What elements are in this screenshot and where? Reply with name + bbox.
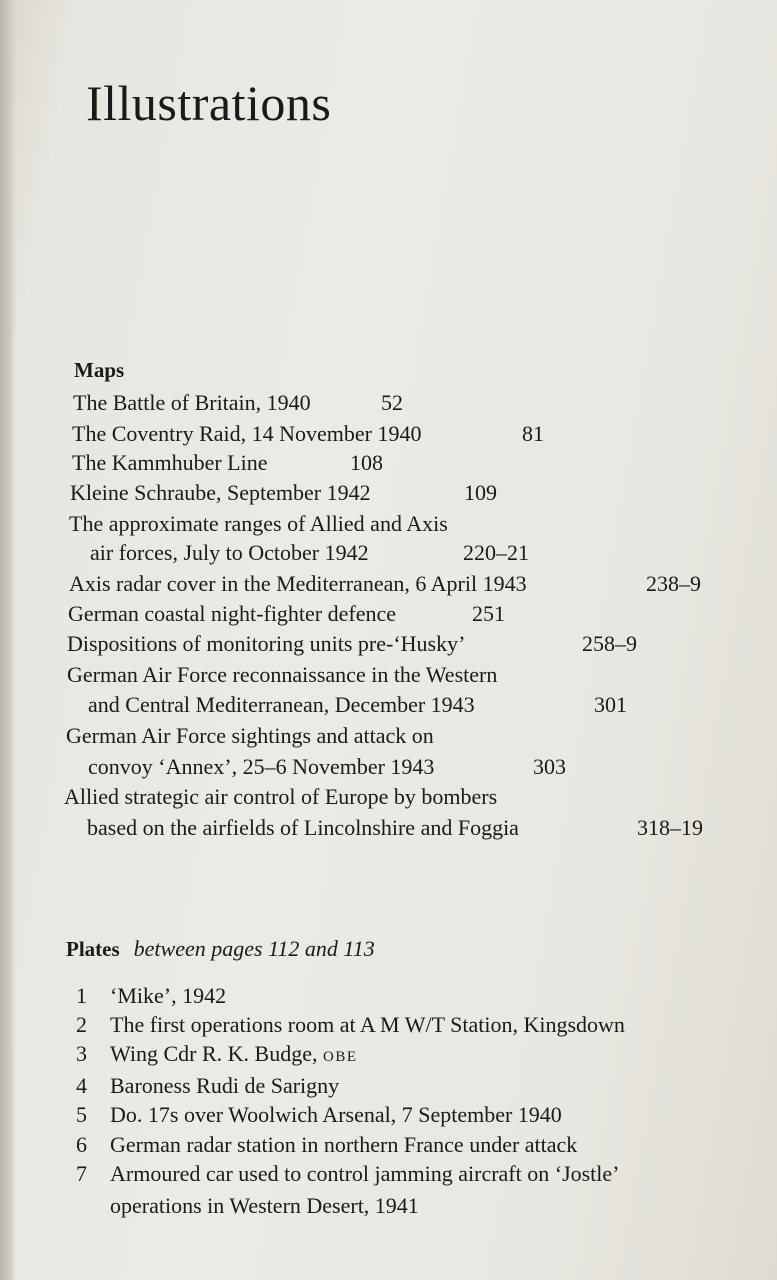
map-entry-title-line: Kleine Schraube, September 1942 [70, 480, 371, 505]
plate-number: 1 [76, 983, 87, 1008]
map-entry-title-line: and Central Mediterranean, December 1943 [88, 692, 475, 717]
map-entry-title-line: German Air Force sightings and attack on [66, 723, 434, 748]
plate-caption-honour: OBE [323, 1049, 358, 1065]
plate-number: 4 [76, 1073, 87, 1098]
plate-number: 2 [76, 1012, 87, 1037]
map-entry-title-line: The Kammhuber Line [72, 450, 268, 475]
plate-caption-text: ‘Mike’, 1942 [110, 983, 227, 1008]
map-entry-title-line: convoy ‘Annex’, 25–6 November 1943 [88, 754, 435, 779]
map-entry-title-line: based on the airfields of Lincolnshire and Foggia [87, 815, 519, 840]
map-entry-page-number: 258–9 [582, 631, 637, 656]
plates-page-range-note: between pages 112 and 113 [133, 936, 375, 961]
plates-heading-label: Plates [66, 937, 120, 961]
page-title: Illustrations [86, 74, 332, 131]
map-entry-title-line: German Air Force reconnaissance in the Western [67, 662, 498, 687]
plate-caption-line [110, 1104, 562, 1126]
map-entry-title-line: Axis radar cover in the Mediterranean, 6 April 1943 [69, 571, 527, 596]
plate-caption-text: The first operations room at A M W/T Station, Kingsdown [110, 1012, 625, 1037]
plate-caption-line [110, 1134, 577, 1156]
plate-caption-line [110, 1043, 358, 1065]
plate-caption-line [110, 1163, 620, 1185]
plate-caption-line [110, 985, 226, 1007]
plate-number: 6 [76, 1132, 87, 1157]
plate-number: 5 [76, 1102, 87, 1127]
map-entry-title-line: The Battle of Britain, 1940 [73, 390, 311, 415]
plate-caption-text: Do. 17s over Woolwich Arsenal, 7 September 1940 [110, 1102, 562, 1127]
map-entry-title-line: Allied strategic air control of Europe by bombers [64, 784, 498, 809]
plate-number: 3 [76, 1041, 87, 1066]
map-entry-page-number: 109 [464, 480, 497, 505]
plates-heading [66, 936, 375, 962]
plate-caption-text: Baroness Rudi de Sarigny [110, 1073, 340, 1098]
map-entry-page-number: 301 [594, 692, 627, 717]
plate-caption-text: German radar station in northern France under attack [110, 1132, 578, 1157]
plate-caption-line [110, 1195, 419, 1217]
map-entry-page-number: 52 [381, 390, 403, 415]
map-entry-title-line: The approximate ranges of Allied and Axis [69, 511, 448, 536]
map-entry-page-number: 303 [533, 754, 566, 779]
plate-caption-line [110, 1075, 339, 1097]
maps-heading: Maps [74, 358, 125, 382]
plate-number: 7 [76, 1161, 87, 1186]
map-entry-page-number: 81 [522, 421, 544, 446]
map-entry-title-line: German coastal night-fighter defence [68, 601, 397, 626]
plate-caption-text: operations in Western Desert, 1941 [110, 1193, 419, 1218]
map-entry-title-line: air forces, July to October 1942 [90, 540, 369, 565]
map-entry-page-number: 238–9 [646, 571, 701, 596]
map-entry-page-number: 220–21 [463, 540, 529, 565]
map-entry-title-line: The Coventry Raid, 14 November 1940 [72, 421, 422, 446]
map-entry-page-number: 108 [350, 450, 383, 475]
plate-caption-text: Armoured car used to control jamming aircraft on ‘Jostle’ [110, 1161, 620, 1186]
map-entry-page-number: 318–19 [637, 815, 703, 840]
plate-caption-text: Wing Cdr R. K. Budge, [110, 1041, 323, 1066]
map-entry-page-number: 251 [472, 601, 505, 626]
map-entry-title-line: Dispositions of monitoring units pre-‘Husky’ [67, 631, 466, 656]
plate-caption-line [110, 1014, 625, 1036]
